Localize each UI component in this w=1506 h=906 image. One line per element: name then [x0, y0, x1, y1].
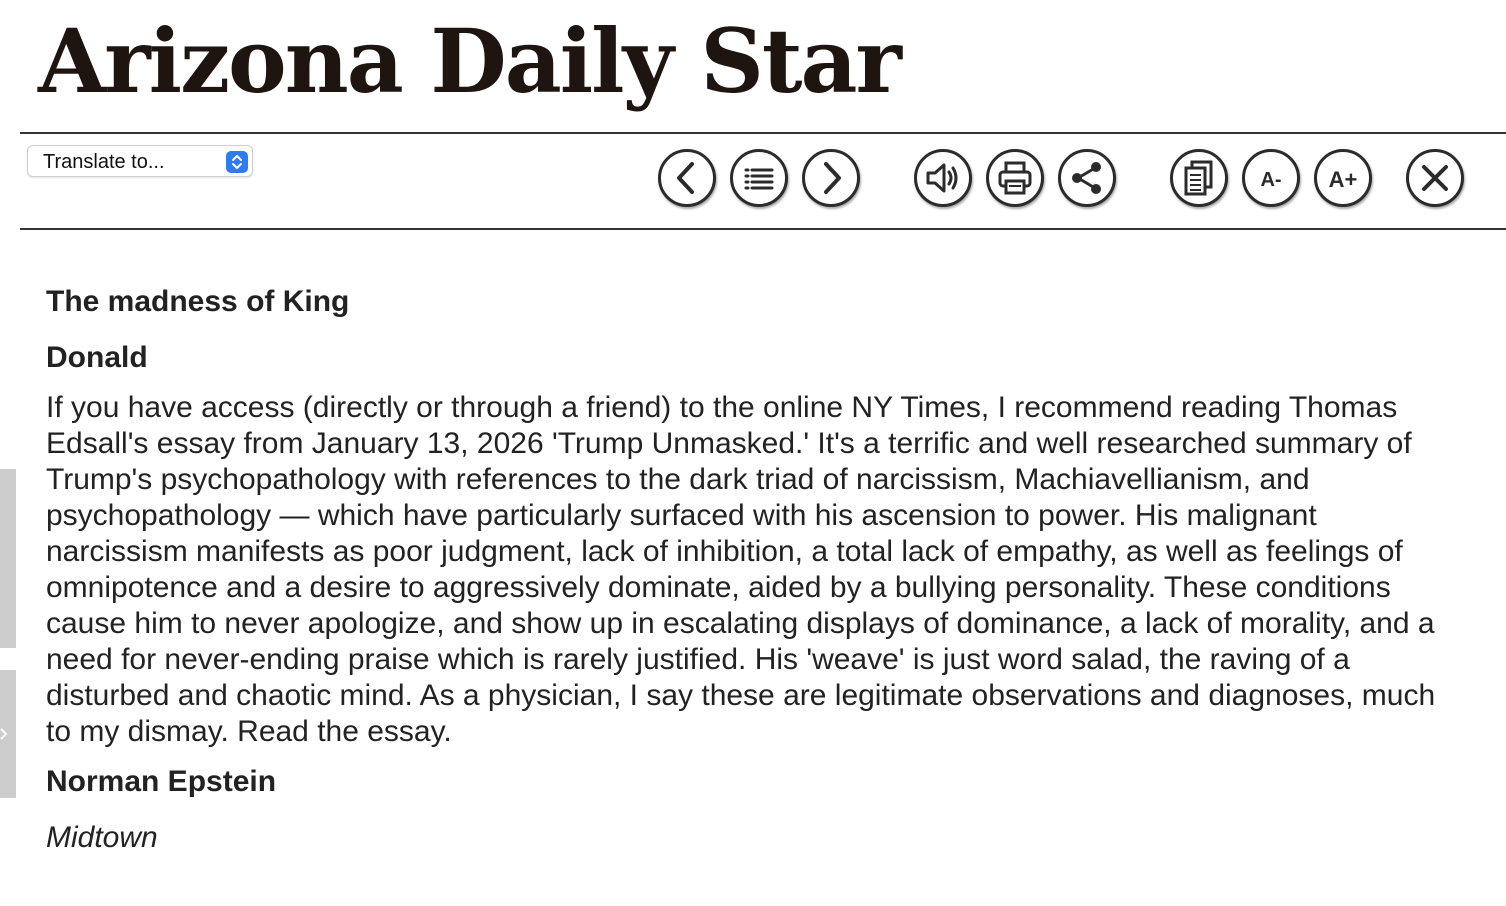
font-increase-label: A+ [1328, 167, 1358, 192]
select-arrows-icon [226, 151, 248, 173]
next-button[interactable] [802, 149, 860, 207]
article-author: Norman Epstein [46, 765, 277, 798]
print-button[interactable] [986, 149, 1044, 207]
translate-select[interactable] [27, 145, 253, 177]
share-button[interactable] [1058, 149, 1116, 207]
printer-icon [989, 152, 1041, 204]
font-increase-icon [1317, 152, 1369, 204]
previous-button[interactable] [658, 149, 716, 207]
article-body: If you have access (directly or through a friend) to the online NY Times, I recommend reading Thomas Edsall's essay from January 13, 2026 'Trump Unmasked.' It's a terrific and well researched summary of Trump's psychopathology with references to the dark triad of narcissism, Machiavellianism, and psychopathology — which have particularly surfaced with his ascension to power. His malignant narcissism manifests as poor judgment, lack of inhibition, a total lack of empathy, as well as feelings of omnipotence and a desire to aggressively dominate, aided by a bullying personality. These conditions cause him to never apologize, and show up in escalating displays of dominance, a lack of morality, and a need for never-ending praise which is rarely justified. His 'weave' is just word salad, the raving of a disturbed and chaotic mind. As a physician, I say these are legitimate observations and diagnoses, much to my dismay. Read the essay. [46, 391, 1436, 748]
side-panel-tab[interactable] [0, 469, 16, 648]
article [46, 274, 1466, 866]
speaker-icon [917, 152, 969, 204]
toolbar-top-rule [20, 132, 1506, 134]
chevron-left-icon [661, 152, 713, 204]
font-decrease-icon [1245, 152, 1297, 204]
translate-select-label: Translate to... [43, 151, 165, 173]
article-location: Midtown [46, 821, 158, 854]
close-icon [1409, 152, 1461, 204]
page-view-button[interactable] [1170, 149, 1228, 207]
toolbar-bottom-rule [20, 228, 1506, 230]
share-icon [1061, 152, 1113, 204]
chevron-right-icon [805, 152, 857, 204]
article-headline: The madness of King Donald [46, 285, 350, 374]
list-icon [733, 152, 785, 204]
font-decrease-label: A- [1260, 169, 1282, 191]
chevron-right-icon [0, 726, 8, 742]
masthead-logo: Arizona Daily Star [38, 9, 900, 113]
close-button[interactable] [1406, 149, 1464, 207]
contents-button[interactable] [730, 149, 788, 207]
font-decrease-button[interactable] [1242, 149, 1300, 207]
pages-icon [1173, 152, 1225, 204]
font-increase-button[interactable] [1314, 149, 1372, 207]
audio-button[interactable] [914, 149, 972, 207]
side-panel-toggle[interactable] [0, 670, 16, 798]
